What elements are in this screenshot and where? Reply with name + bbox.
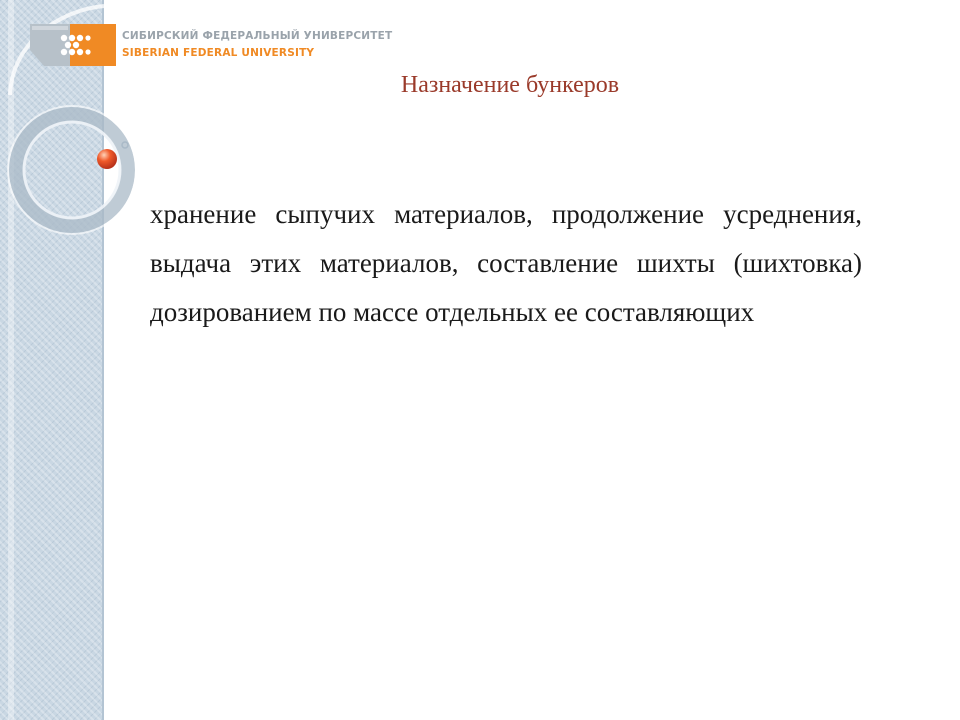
slide-body-text: хранение сыпучих материалов, продолжение усреднения, выдача этих материалов, составление шихты (шихтовка) дозированием по массе отдельных ее составляющих bbox=[150, 199, 862, 327]
slide-title: Назначение бункеров bbox=[400, 72, 620, 98]
sfu-logo-icon bbox=[30, 24, 116, 66]
logo-text-en: SIBERIAN FEDERAL UNIVERSITY bbox=[122, 47, 315, 59]
orange-ball-icon bbox=[97, 149, 117, 169]
logo-text-ru: СИБИРСКИЙ ФЕДЕРАЛЬНЫЙ УНИВЕРСИТЕТ bbox=[122, 30, 393, 42]
